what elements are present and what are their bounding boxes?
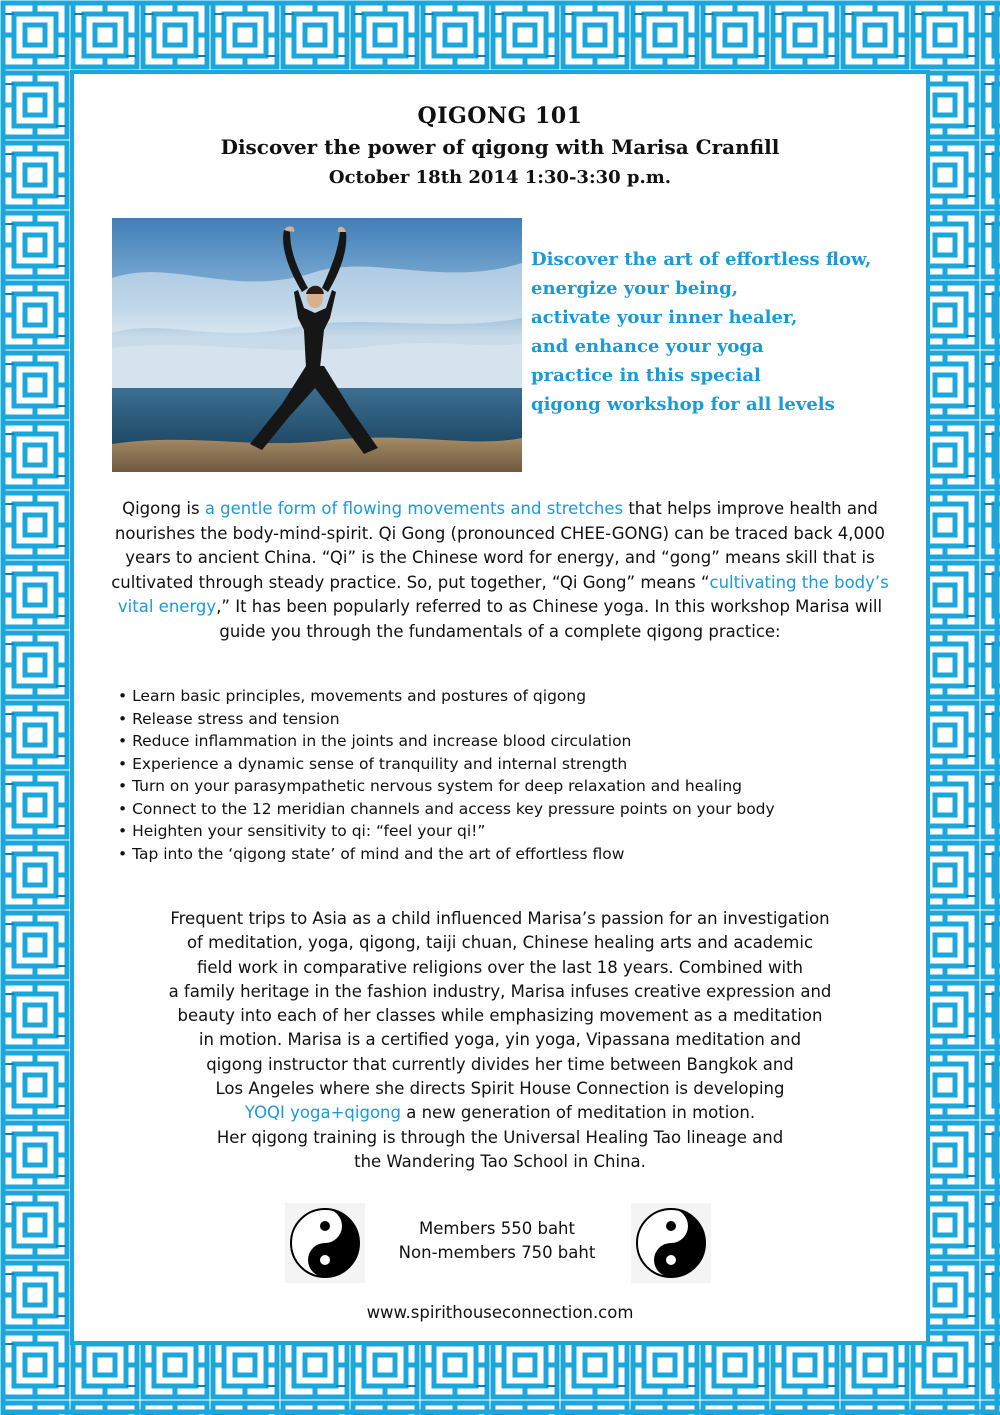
tagline-line: qigong workshop for all levels — [531, 394, 835, 415]
intro-paragraph — [95, 497, 905, 644]
bio-line — [95, 1101, 905, 1125]
bio-highlight: YOQI yoga+qigong — [244, 1103, 401, 1123]
yin-yang-icon — [285, 1203, 365, 1283]
event-title: QIGONG 101 — [417, 103, 583, 129]
bio-line: of meditation, yoga, qigong, taiji chuan, Chinese healing arts and academic — [186, 933, 814, 953]
pricing — [365, 1217, 629, 1265]
intro-text: Qigong is — [122, 499, 205, 518]
tagline-line: Discover the art of effortless flow, — [531, 249, 872, 270]
event-subtitle: Discover the power of qigong with Marisa Cranfill — [220, 135, 780, 159]
bio-line: the Wandering Tao School in China. — [354, 1151, 646, 1171]
intro-highlight: cultivating the body’s vital energy — [117, 572, 889, 616]
tagline-line: and enhance your yoga — [531, 336, 764, 357]
bio-line: qigong instructor that currently divides her time between Bangkok and — [206, 1054, 794, 1074]
list-item: • Connect to the 12 meridian channels and access key pressure points on your body — [118, 799, 775, 818]
tagline — [531, 245, 901, 419]
list-item: • Experience a dynamic sense of tranquility and internal strength — [118, 754, 628, 773]
intro-text: ,” It has been popularly referred to as Chinese yoga. In this workshop Marisa will guide you through the fundamentals of a complete qigong practice: — [216, 597, 883, 641]
tagline-line: practice in this special — [531, 365, 761, 386]
flyer-content — [95, 95, 905, 1330]
bio-line: beauty into each of her classes while emphasizing movement as a meditation — [177, 1006, 823, 1026]
intro-highlight: a gentle form of flowing movements and stretches — [204, 499, 624, 518]
list-item: • Tap into the ‘qigong state’ of mind and the art of effortless flow — [118, 844, 625, 863]
qigong-photo — [112, 218, 522, 472]
event-date: October 18th 2014 1:30-3:30 p.m. — [328, 167, 672, 188]
bio-line: a family heritage in the fashion industry, Marisa infuses creative expression and — [168, 981, 832, 1001]
tagline-line: energize your being, — [531, 278, 738, 299]
members-price: Members 550 baht — [419, 1219, 575, 1238]
bio-paragraph — [95, 907, 905, 1174]
benefits-list — [118, 685, 908, 865]
list-item: • Release stress and tension — [118, 709, 340, 728]
list-item: • Turn on your parasympathetic nervous system for deep relaxation and healing — [118, 777, 743, 795]
list-item: • Reduce inflammation in the joints and increase blood circulation — [118, 732, 632, 750]
list-item: • Learn basic principles, movements and postures of qigong — [118, 687, 587, 705]
bio-text: a new generation of meditation in motion. — [400, 1103, 756, 1123]
bio-line: Los Angeles where she directs Spirit House Connection is developing — [215, 1079, 785, 1099]
yin-yang-icon — [631, 1203, 711, 1283]
tagline-line: activate your inner healer, — [531, 307, 798, 328]
non-members-price: Non-members 750 baht — [398, 1243, 596, 1262]
bio-line: in motion. Marisa is a certified yoga, yin yoga, Vipassana meditation and — [198, 1030, 802, 1050]
bio-line: Her qigong training is through the Universal Healing Tao lineage and — [216, 1127, 784, 1147]
bio-line: Frequent trips to Asia as a child influenced Marisa’s passion for an investigation — [170, 909, 830, 928]
bio-line: field work in comparative religions over the last 18 years. Combined with — [196, 957, 804, 977]
list-item: • Heighten your sensitivity to qi: “feel your qi!” — [118, 822, 486, 840]
website-link[interactable]: www.spirithouseconnection.com — [366, 1303, 634, 1322]
intro-text: that helps improve health and nourishes the body-mind-spirit. Qi Gong (pronounced CHEE-GONG) can be traced back 4,000 years to ancient China. “Qi” is the Chinese word for energy, and “gong” means skill that is cultivated through steady practice. So, put together, “Qi Gong” means “ — [111, 499, 886, 592]
